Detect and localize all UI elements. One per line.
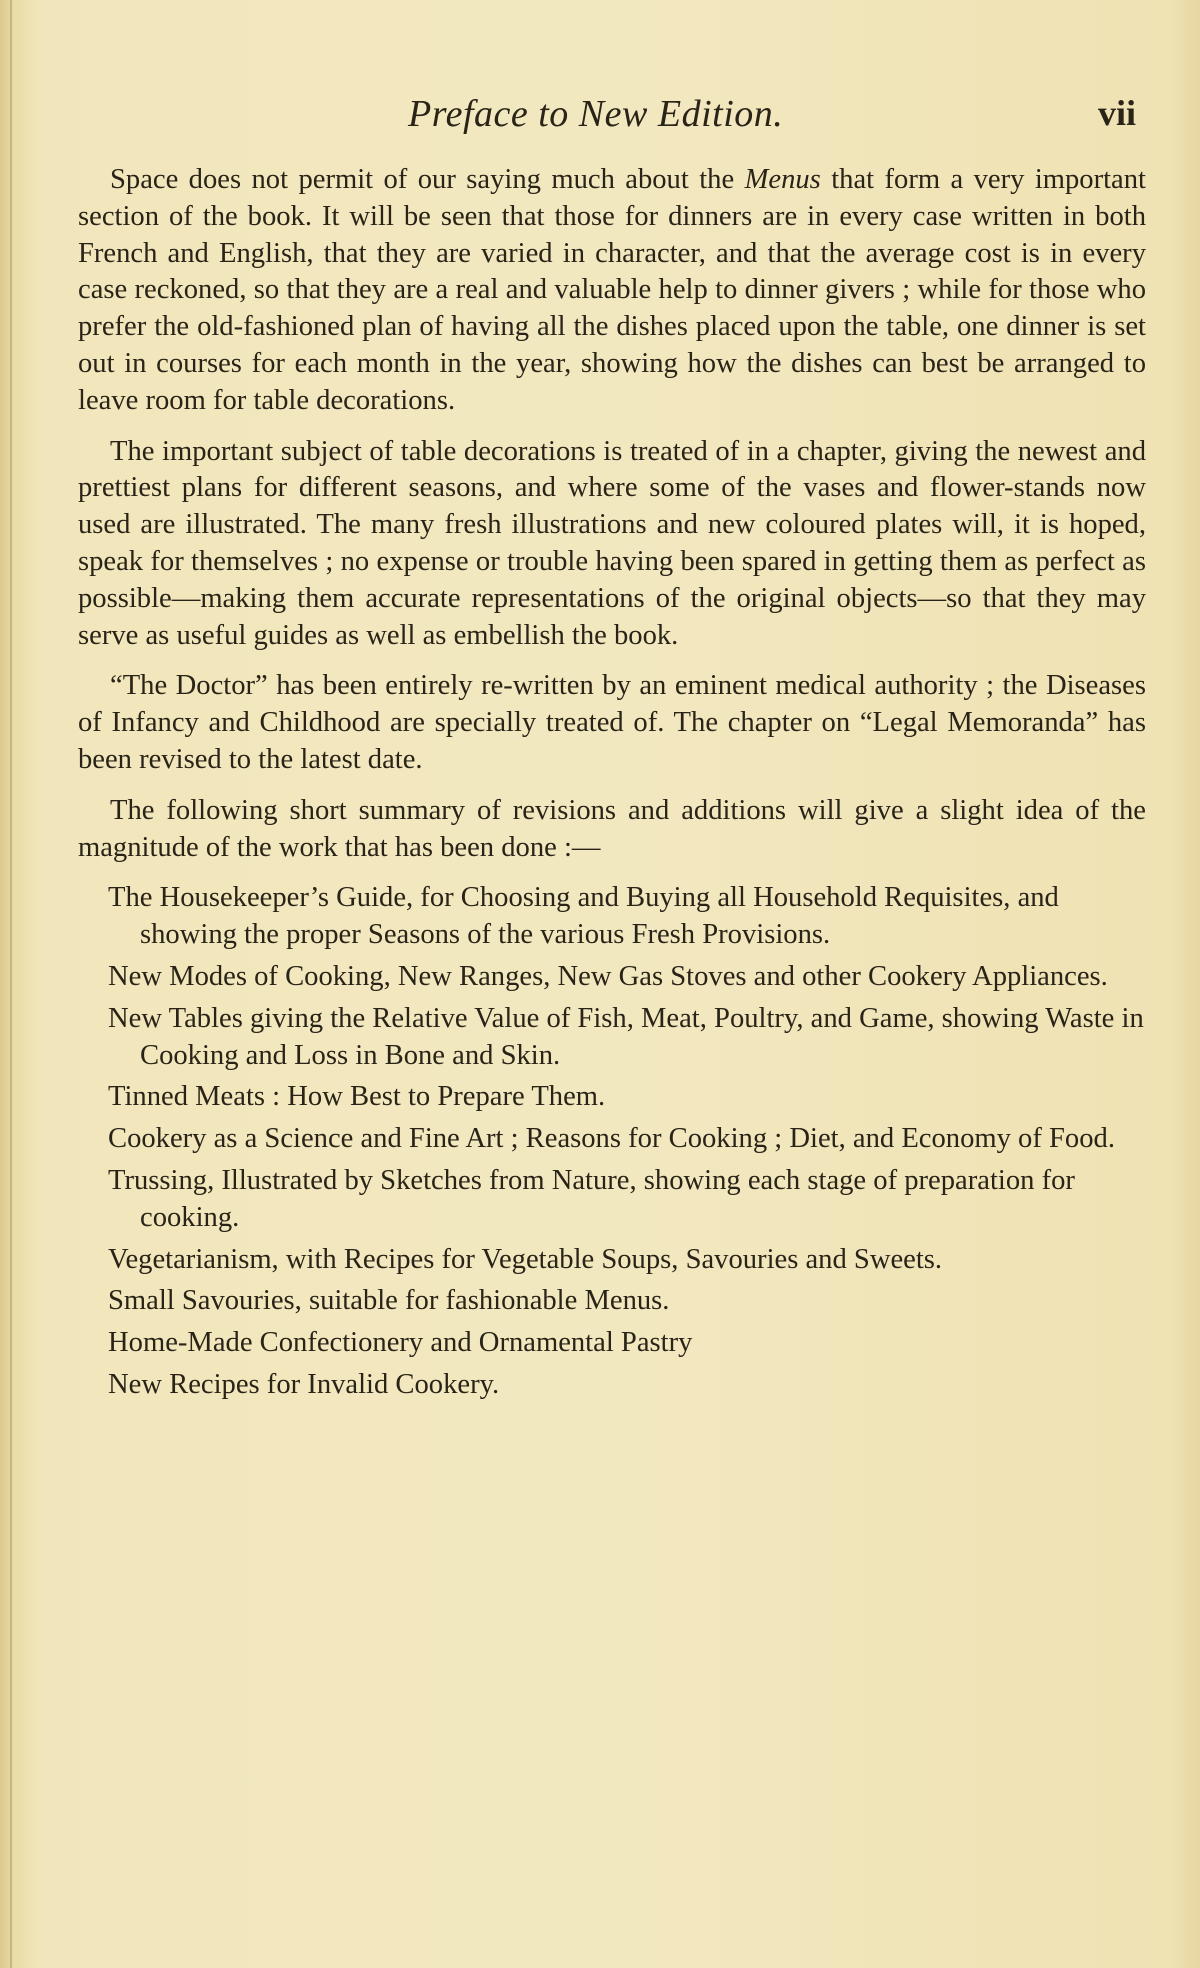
paragraph-menus-text-end: that form a very important section of the book. It will be seen that those for dinners are in every case written in both French and English, that they are varied in character, and that the average cost is in every case reckoned, so that they are a real and valuable help to dinner givers ; while for those who prefer the old-fashioned plan of having all the dishes placed upon the table, one dinner is set out in courses for each month in the year, showing how the dishes can best be arranged to leave room for table decorations. [78, 164, 1146, 416]
running-title: Preface to New Edition. [408, 93, 784, 135]
list-item: Trussing, Illustrated by Sketches from Nature, showing each stage of preparation for cooking. [108, 1164, 1075, 1233]
revisions-list [78, 880, 1146, 1403]
paragraph-the-doctor: “The Doctor” has been entirely re-written by an eminent medical authority ; the Diseases of Infancy and Childhood are specially treated of. The chapter on “Legal Memoranda” has been revised to the latest date. [78, 670, 1146, 775]
list-item: The Housekeeper’s Guide, for Choosing and Buying all Household Requisites, and showing the proper Seasons of the various Fresh Provisions. [108, 882, 1059, 951]
paragraph-menus-text-start: Space does not permit of our saying much about the [110, 164, 745, 195]
list-item: Cookery as a Science and Fine Art ; Reasons for Cooking ; Diet, and Economy of Food. [108, 1123, 1115, 1155]
paragraph-table-decorations: The important subject of table decorations is treated of in a chapter, giving the newest and prettiest plans for different seasons, and where some of the vases and flower-stands now used are illustrated. The many fresh illustrations and new coloured plates will, it is hoped, speak for themselves ; no expense or trouble having been spared in getting them as perfect as possible—making them accurate representations of the original objects—so that they may serve as useful guides as well as embellish the book. [78, 435, 1146, 651]
list-item: New Recipes for Invalid Cookery. [108, 1368, 500, 1400]
page-header [0, 92, 1200, 142]
paragraph-menus [78, 162, 1146, 420]
list-item: Home-Made Confectionery and Ornamental Pastry [108, 1327, 693, 1359]
list-item: Vegetarianism, with Recipes for Vegetable Soups, Savouries and Sweets. [108, 1243, 943, 1275]
list-item: New Tables giving the Relative Value of Fish, Meat, Poultry, and Game, showing Waste in Cooking and Loss in Bone and Skin. [108, 1002, 1144, 1071]
preface-body [78, 162, 1146, 1409]
list-item: Tinned Meats : How Best to Prepare Them. [108, 1081, 606, 1113]
list-item: New Modes of Cooking, New Ranges, New Gas Stoves and other Cookery Appliances. [108, 960, 1108, 992]
page-gutter-edge [10, 0, 12, 1968]
menus-emphasis: Menus [744, 164, 821, 195]
list-item: Small Savouries, suitable for fashionable Menus. [108, 1285, 670, 1317]
paragraph-summary-intro: The following short summary of revisions and additions will give a slight idea of the magnitude of the work that has been done :— [78, 794, 1146, 863]
page-number: vii [1098, 93, 1137, 133]
